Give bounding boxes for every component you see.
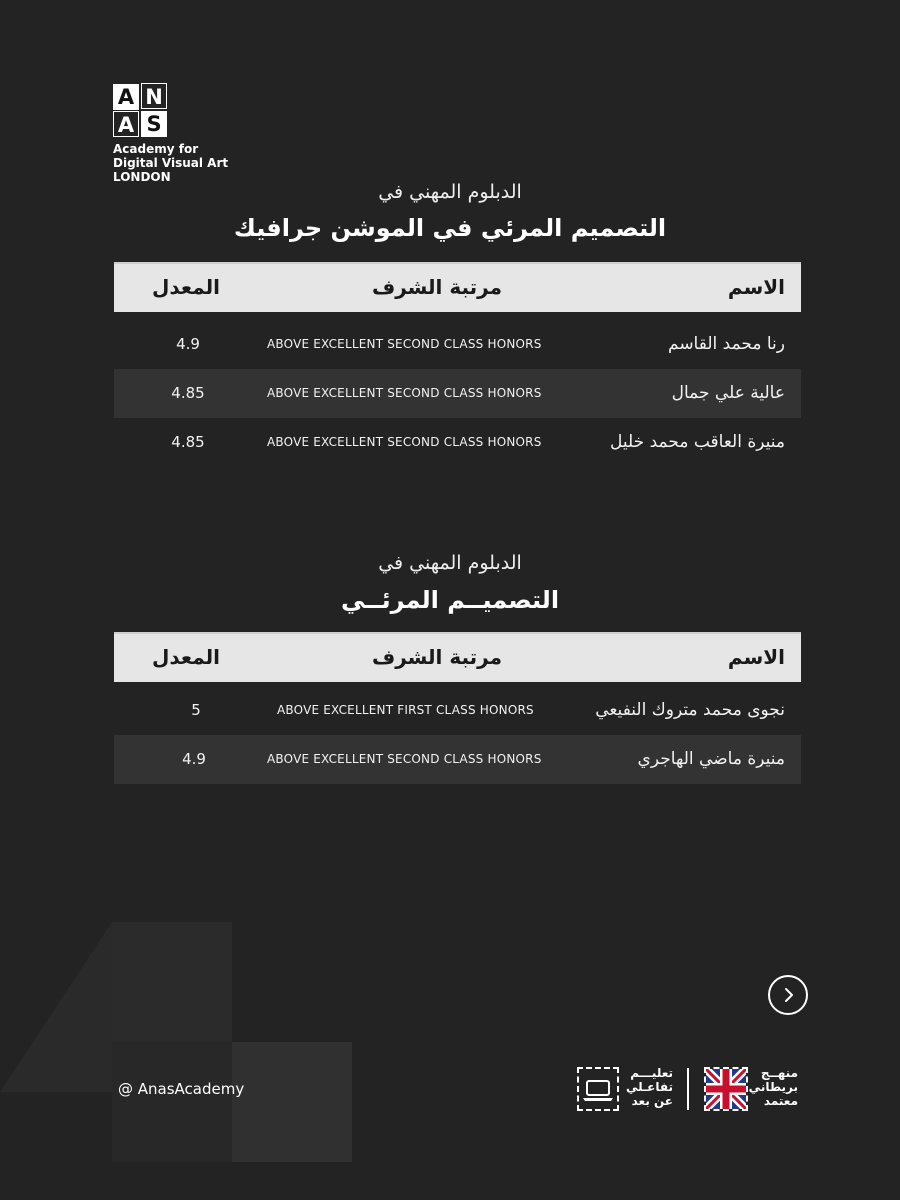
british-curriculum-text — [748, 1066, 798, 1108]
logo-caption-line: Digital Visual Art — [113, 156, 229, 170]
logo-letter: S — [141, 111, 167, 137]
table-row — [114, 735, 801, 784]
column-header-average: المعدل — [152, 275, 220, 299]
badge-line: تعليـــم — [630, 1066, 673, 1080]
column-header-average: المعدل — [152, 645, 220, 669]
chevron-right-icon — [780, 986, 798, 1004]
section-subtitle: الدبلوم المهني في — [378, 181, 522, 203]
table-row — [114, 418, 801, 467]
column-header-rank: مرتبة الشرف — [372, 645, 502, 669]
academy-logo — [112, 83, 172, 139]
logo-caption — [113, 142, 228, 184]
grade-average: 4.85 — [171, 384, 205, 402]
badge-line: معتمد — [763, 1094, 798, 1108]
honors-rank: ABOVE EXCELLENT SECOND CLASS HONORS — [267, 752, 542, 766]
background-decoration — [0, 922, 112, 1092]
honors-rank: ABOVE EXCELLENT SECOND CLASS HONORS — [267, 386, 542, 400]
online-learning-badge — [577, 1067, 619, 1111]
next-page-button[interactable] — [768, 975, 808, 1015]
table-header — [114, 262, 801, 312]
grade-average: 4.85 — [171, 433, 205, 451]
footer-divider — [687, 1068, 689, 1110]
logo-letter: A — [113, 84, 139, 110]
table-row — [114, 686, 801, 735]
column-header-name: الاسم — [727, 645, 785, 669]
column-header-name: الاسم — [727, 275, 785, 299]
laptop-icon — [579, 1069, 617, 1109]
badge-line: تفاعـلي — [626, 1080, 673, 1094]
grade-average: 5 — [191, 701, 201, 719]
grade-average: 4.9 — [182, 750, 206, 768]
logo-caption-line: Academy for — [113, 142, 199, 156]
table-row — [114, 320, 801, 369]
student-name: منيرة ماضي الهاجري — [637, 749, 785, 769]
honors-rank: ABOVE EXCELLENT SECOND CLASS HONORS — [267, 337, 542, 351]
table-header — [114, 632, 801, 682]
logo-caption-line: LONDON — [113, 170, 171, 184]
background-block — [112, 922, 232, 1042]
student-name: رنا محمد القاسم — [668, 334, 785, 354]
logo-letter: N — [141, 83, 167, 109]
honors-table — [114, 262, 801, 467]
uk-flag-badge — [704, 1067, 748, 1111]
student-name: نجوى محمد متروك النفيعي — [595, 700, 785, 720]
section-title: التصميم المرئي في الموشن جرافيك — [233, 214, 667, 242]
badge-line: منهــج — [760, 1066, 798, 1080]
column-header-rank: مرتبة الشرف — [372, 275, 502, 299]
table-row — [114, 369, 801, 418]
uk-flag-icon — [706, 1069, 746, 1109]
section-title: التصميــم المرئــي — [340, 586, 560, 614]
honors-rank: ABOVE EXCELLENT SECOND CLASS HONORS — [267, 435, 542, 449]
badge-line: بريطاني — [748, 1080, 798, 1094]
online-learning-text — [625, 1066, 673, 1108]
badge-line: عن بعد — [631, 1094, 673, 1108]
honors-table — [114, 632, 801, 784]
logo-letter: A — [113, 111, 139, 137]
background-block — [112, 1042, 232, 1162]
background-block — [232, 1042, 352, 1162]
social-handle[interactable]: @ AnasAcademy — [118, 1080, 245, 1098]
grade-average: 4.9 — [176, 335, 200, 353]
section-subtitle: الدبلوم المهني في — [378, 552, 522, 574]
student-name: منيرة العاقب محمد خليل — [610, 432, 785, 452]
honors-rank: ABOVE EXCELLENT FIRST CLASS HONORS — [277, 703, 534, 717]
student-name: عالية علي جمال — [671, 383, 785, 403]
